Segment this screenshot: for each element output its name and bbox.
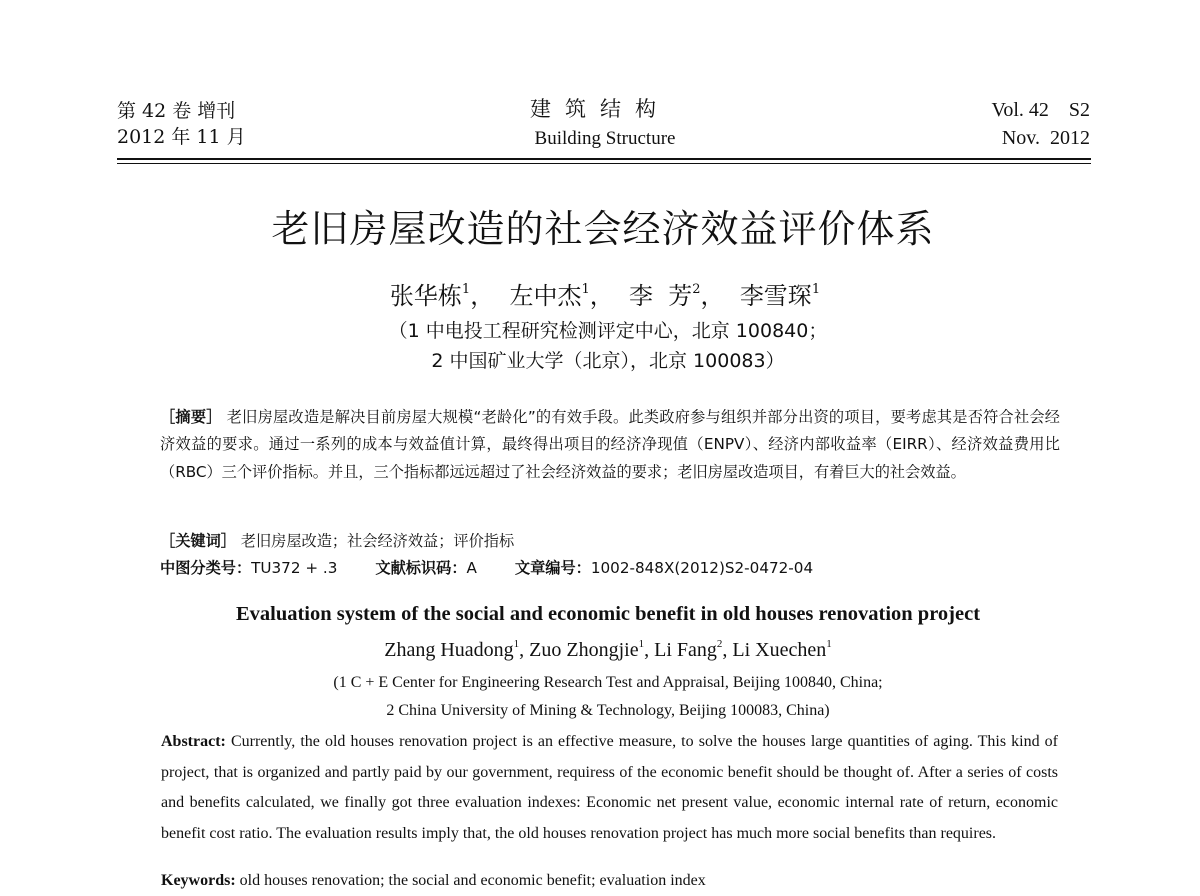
volume-cn: 第 42 卷 增刊 bbox=[117, 100, 236, 122]
doc-code-value: A bbox=[466, 559, 477, 577]
class-label: 中图分类号： bbox=[160, 559, 252, 577]
affiliation-cn-1: （1 中电投工程研究检测评定中心，北京 100840； bbox=[388, 320, 828, 342]
keywords-text-cn: 老旧房屋改造；社会经济效益；评价指标 bbox=[240, 532, 515, 550]
affiliation-en-1: (1 C + E Center for Engineering Research Test and Appraisal, Beijing 100840, China; bbox=[333, 674, 883, 691]
paper-title-cn: 老旧房屋改造的社会经济效益评价体系 bbox=[271, 207, 935, 251]
author-name: Li Fang bbox=[654, 639, 717, 661]
author-name: 李 芳 bbox=[629, 282, 693, 310]
author-affiliation-mark: 1 bbox=[811, 282, 821, 297]
abstract-cn bbox=[160, 404, 1060, 486]
keywords-label-en: Keywords: bbox=[161, 872, 236, 889]
author-list-cn: 张华栋$^1$， 左中杰$^1$， 李 芳$^2$， 李雪琛$^1$ bbox=[389, 282, 821, 310]
class-value: TU372 + .3 bbox=[251, 559, 338, 577]
journal-title-cn: 建筑结构 bbox=[530, 97, 670, 121]
article-no-label: 文章编号： bbox=[514, 559, 591, 577]
keywords-en bbox=[161, 872, 706, 890]
author-name: Zhang Huadong bbox=[384, 639, 514, 661]
abstract-label-en: Abstract: bbox=[161, 733, 226, 750]
keywords-cn bbox=[160, 530, 514, 551]
author-name: Li Xuechen bbox=[732, 639, 827, 661]
author-affiliation-mark: 1 bbox=[461, 282, 471, 297]
author-affiliation-mark: 1 bbox=[513, 638, 520, 650]
date-en: Nov. 2012 bbox=[1001, 127, 1090, 149]
abstract-text-cn: 老旧房屋改造是解决目前房屋大规模“老龄化”的有效手段。此类政府参与组织并部分出资的项目，要考虑其是否符合社会经济效益的要求。通过一系列的成本与效益值计算，最终得出项目的经济净现值（ENPV）、经济内部收益率（EIRR）、经济效益费用比（RBC）三个评价指标。并且，三个指标都远远超过了社会经济效益的要求；老旧房屋改造项目，有着巨大的社会效益。 bbox=[160, 408, 1060, 481]
author-affiliation-mark: 1 bbox=[826, 638, 832, 650]
date-cn: 2012 年 11 月 bbox=[117, 126, 246, 148]
abstract-text-en: Currently, the old houses renovation project is an effective measure, to solve the houses large quantities of aging. This kind of project, that is organized and partly paid by our government, requiress of the economic benefit should be thought of. After a series of costs and benefits calculated, we finally got three evaluation indexes: Economic net present value, economic internal rate of return, economic benefit cost ratio. The evaluation results imply that, the old houses renovation project has much more social benefits than requires. bbox=[161, 733, 1059, 842]
volume-en: Vol. 42 S2 bbox=[991, 99, 1090, 121]
author-name: 左中杰 bbox=[509, 282, 582, 310]
affiliation-en-2: 2 China University of Mining & Technology, Beijing 100083, China) bbox=[386, 702, 830, 719]
classification-line bbox=[160, 557, 813, 578]
author-name: 张华栋 bbox=[389, 282, 462, 310]
abstract-label-cn: ［摘要］ bbox=[160, 408, 222, 426]
paper-title-en: Evaluation system of the social and economic benefit in old houses renovation project bbox=[235, 603, 981, 625]
keywords-label-cn: ［关键词］ bbox=[160, 532, 236, 550]
author-affiliation-mark: 1 bbox=[638, 638, 645, 650]
article-no-value: 1002-848X(2012)S2-0472-04 bbox=[590, 559, 814, 577]
journal-title-en: Building Structure bbox=[534, 128, 676, 149]
author-name: 李雪琛 bbox=[739, 282, 812, 310]
keywords-text-en: old houses renovation; the social and economic benefit; evaluation index bbox=[239, 872, 706, 889]
doc-code-label: 文献标识码： bbox=[375, 559, 467, 577]
author-affiliation-mark: 1 bbox=[581, 282, 590, 297]
author-affiliation-mark: 2 bbox=[692, 282, 701, 297]
affiliation-cn-2: 2 中国矿业大学（北京），北京 100083） bbox=[431, 350, 785, 372]
header-rule-thick bbox=[117, 158, 1091, 160]
author-affiliation-mark: 2 bbox=[716, 638, 723, 650]
author-list-en: Zhang Huadong$^1$, Zuo Zhongjie$^1$, Li Fang$^2$, Li Xuechen$^1$ bbox=[384, 638, 832, 661]
abstract-en bbox=[161, 727, 1058, 849]
header-rule-thin bbox=[117, 163, 1091, 164]
author-name: Zuo Zhongjie bbox=[529, 639, 639, 661]
